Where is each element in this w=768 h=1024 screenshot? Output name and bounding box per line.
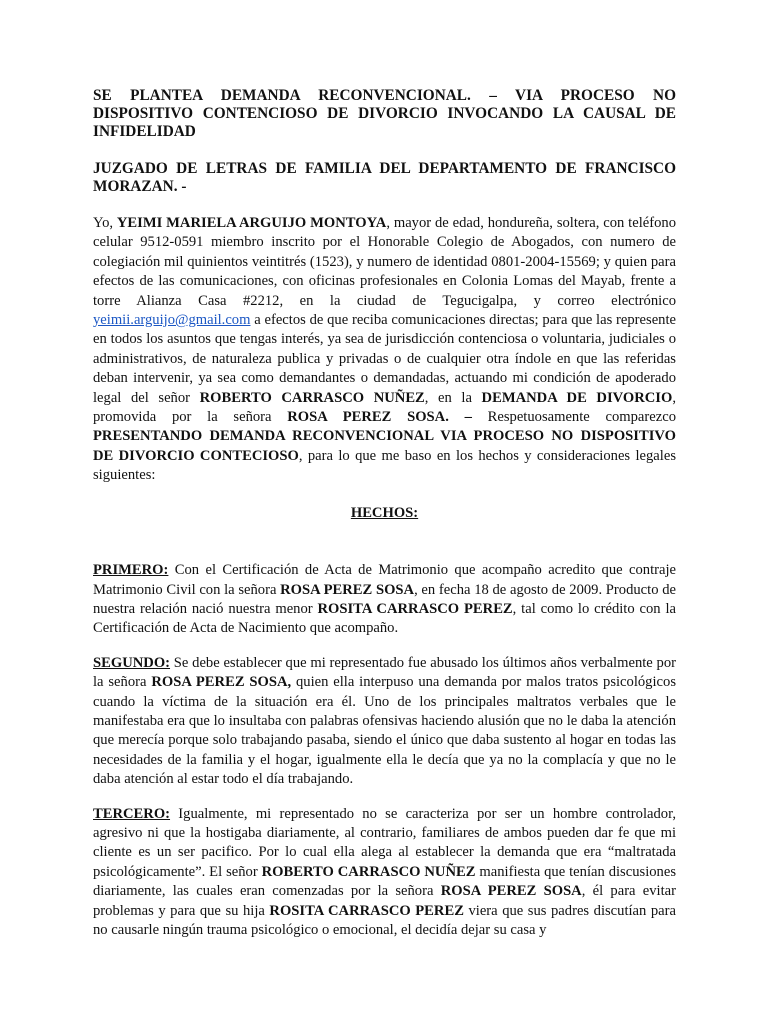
- fact-text: manifiesta que tenían discusiones diariamente, las cuales eran comenzadas por la señora: [93, 863, 676, 900]
- person-name: ROSA PEREZ SOSA: [280, 581, 415, 598]
- person-name: ROSA PEREZ SOSA,: [151, 674, 292, 691]
- fact-primero: [93, 561, 676, 639]
- case-name: DEMANDA DE DIVORCIO: [481, 389, 673, 406]
- person-name: ROSITA CARRASCO PEREZ: [269, 902, 464, 919]
- intro-text: a efectos de que reciba comunicaciones directas; para que las represente en todos los asuntos que tengas interés, ya sea de jurisdicción contenciosa o voluntaria, judiciales o administrativos, de naturaleza publica y privadas o de cualquier otra índole en que las referidas deban intervenir, ya sea como demandantes o demandadas, actuando mi condición de apoderado legal del señor: [93, 312, 676, 406]
- fact-text: viera que sus padres discutían para no causarle ningún trauma psicológico o emocional, el decidía dejar su casa y: [93, 902, 676, 938]
- fact-segundo: [93, 654, 676, 790]
- person-name: ROBERTO CARRASCO NUÑEZ: [261, 863, 476, 880]
- court-heading: JUZGADO DE LETRAS DE FAMILIA DEL DEPARTAMENTO DE FRANCISCO MORAZAN. -: [93, 160, 676, 195]
- client-name: ROBERTO CARRASCO NUÑEZ: [199, 389, 425, 406]
- email-link[interactable]: yeimii.arguijo@gmail.com: [93, 312, 251, 329]
- fact-text: , en fecha 18 de agosto de 2009. Producto de nuestra relación nació nuestra menor: [93, 581, 676, 617]
- intro-text: , mayor de edad, hondureña, soltera, con teléfono celular 9512-0591 miembro inscrito por el Honorable Colegio de Abogados, con numero de colegiación mil quinientos veintitrés (1523), y numero de identidad 0801-2004-15569; y quien para efectos de las comunicaciones, con oficinas profesionales en Colonia Lomas del Mayab, frente a torre Alianza Casa #2212, en la ciudad de Tegucigalpa, y correo electrónico: [93, 215, 676, 309]
- intro-text: Respetuosamente comparezco: [471, 409, 676, 426]
- fact-label: SEGUNDO:: [93, 654, 171, 671]
- fact-text: Igualmente, mi representado no se caracteriza por ser un hombre controlador, agresivo ni que la hostigaba diariamente, al contrario, familiares de ambos pueden dar fe que mi cliente es un ser pacifico. Por lo cual ella alega al establecer la demanda que era “maltratada psicológicamente”. El señor: [93, 805, 676, 880]
- fact-text: quien ella interpuso una demanda por malos tratos psicológicos cuando la víctima de la situación era él. Uno de los principales maltratos verbales que le manifestaba era que lo insultaba con palabras ofensivas haciendo alusión que no le daba la atención que merecía porque solo trabajando pasaba, siendo el único que daba sustento al hogar en todas las necesidades de la familia y el hogar, igualmente ella le decía que ya no la complacía y que no le daba atención al estar todo el día trabajando.: [93, 674, 676, 788]
- fact-label: PRIMERO:: [93, 562, 169, 579]
- fact-tercero: [93, 805, 676, 941]
- document-title: SE PLANTEA DEMANDA RECONVENCIONAL. – VIA PROCESO NO DISPOSITIVO CONTENCIOSO DE DIVORCIO INVOCANDO LA CAUSAL DE INFIDELIDAD: [93, 87, 676, 140]
- person-name: ROSITA CARRASCO PEREZ: [317, 600, 513, 617]
- intro-paragraph: [93, 214, 676, 486]
- person-name: ROSA PEREZ SOSA: [440, 883, 582, 900]
- fact-text: Con el Certificación de Acta de Matrimonio que acompaño acredito que contraje Matrimonio Civil con la señora: [93, 562, 676, 598]
- fact-label: TERCERO:: [93, 805, 171, 822]
- intro-text: , para lo que me baso en los hechos y consideraciones legales siguientes:: [93, 447, 676, 484]
- fact-text: , él para evitar problemas y para que su hija: [93, 883, 676, 919]
- opponent-name: ROSA PEREZ SOSA. –: [287, 409, 472, 426]
- fact-text: , tal como lo crédito con la Certificación de Acta de Nacimiento que acompaño.: [93, 600, 676, 637]
- hechos-heading: HECHOS:: [350, 504, 419, 521]
- intro-text: , en la: [424, 389, 482, 406]
- action-statement: PRESENTANDO DEMANDA RECONVENCIONAL VIA PROCESO NO DISPOSITIVO DE DIVORCIO CONTECIOSO: [93, 428, 676, 464]
- fact-text: Se debe establecer que mi representado fue abusado los últimos años verbalmente por la señora: [93, 654, 676, 691]
- lawyer-name: YEIMI MARIELA ARGUIJO MONTOYA: [116, 215, 387, 231]
- intro-text: Yo,: [93, 215, 117, 231]
- intro-text: , promovida por la señora: [93, 389, 676, 426]
